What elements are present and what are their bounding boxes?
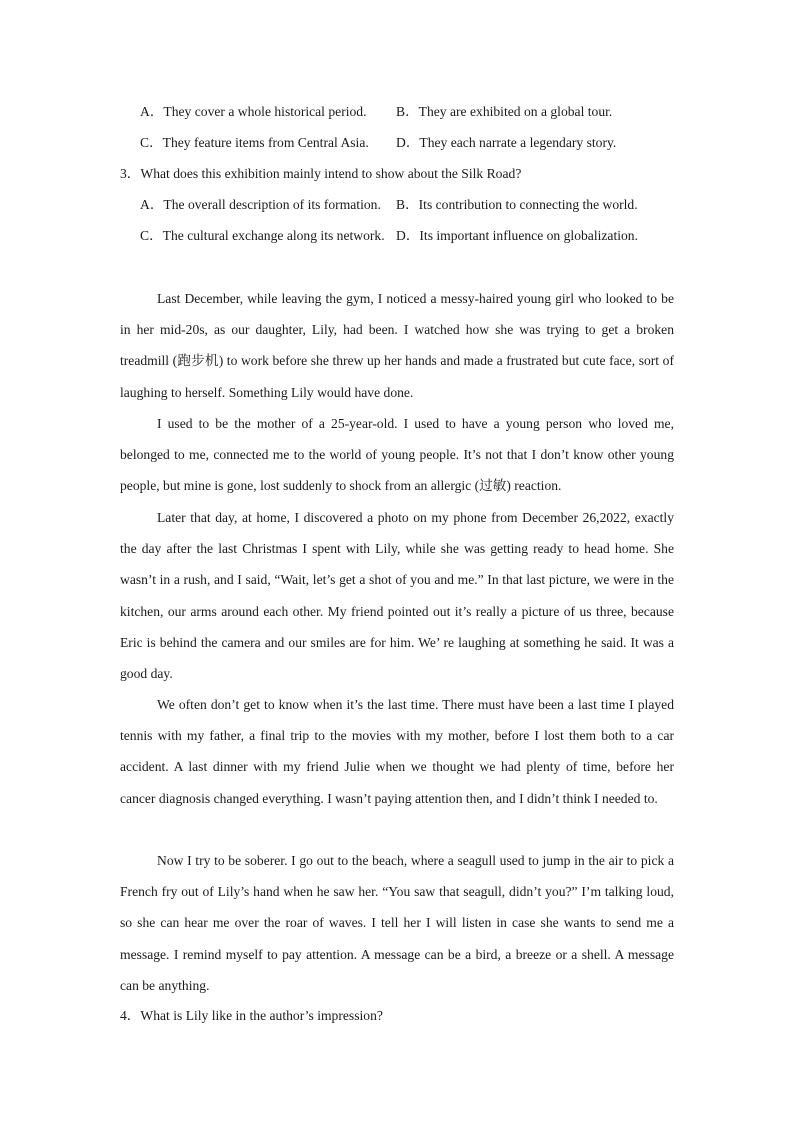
q3-option-d: D．Its important influence on globalization. [396,228,638,243]
q2-option-b: B．They are exhibited on a global tour. [396,104,613,119]
passage-paragraph-2: I used to be the mother of a 25-year-old. I used to have a young person who loved me, belonged to me, connected me to the world of young people. It’s not that I don’t know other young people, but mine is gone, lost suddenly to shock from an allergic (过敏) reaction. [120,416,674,494]
q2-option-a: A．They cover a whole historical period. [140,104,367,119]
q2-option-c: C．They feature items from Central Asia. [140,135,369,150]
passage-paragraph-3: Later that day, at home, I discovered a photo on my phone from December 26,2022, exactly the day after the last Christmas I spent with Lily, while she was getting ready to head home. She wasn’t in a rush, and I said, “Wait, let’s get a shot of you and me.” In that last picture, we were in the kitchen, our arms around each other. My friend pointed out it’s really a picture of us three, because Eric is behind the camera and our smiles are for him. We’ re laughing at something he said. It was a good day. [120,510,674,682]
q2-option-d: D．They each narrate a legendary story. [396,135,617,150]
q3-stem: 3．What does this exhibition mainly intend to show about the Silk Road? [120,166,522,181]
passage-paragraph-5: Now I try to be soberer. I go out to the beach, where a seagull used to jump in the air to pick a French fry out of Lily’s hand when he saw her. “You saw that seagull, didn’t you?” I’m talking loud, so she can hear me over the roar of waves. I tell her I will listen in case she wants to send me a message. I remind myself to pay attention. A message can be a bird, a breeze or a shell. A message can be anything. [120,853,674,993]
passage-paragraph-4: We often don’t get to know when it’s the last time. There must have been a last time I played tennis with my father, a final trip to the movies with my mother, before I lost them both to a car accident. A last dinner with my friend Julie when we thought we had plenty of time, before her cancer diagnosis changed everything. I wasn’t paying attention then, and I didn’t think I needed to. [120,697,674,806]
q4-stem: 4．What is Lily like in the author’s impression? [120,1008,383,1023]
q3-option-c: C．The cultural exchange along its network. [140,228,385,243]
passage-paragraph-1: Last December, while leaving the gym, I noticed a messy-haired young girl who looked to be in her mid-20s, as our daughter, Lily, had been. I watched how she was trying to get a broken treadmill (跑步机) to work before she threw up her hands and made a frustrated but cute face, sort of laughing to herself. Something Lily would have done. [120,291,674,400]
q3-option-b: B．Its contribution to connecting the world. [396,197,638,212]
q3-option-a: A．The overall description of its formation. [140,197,381,212]
